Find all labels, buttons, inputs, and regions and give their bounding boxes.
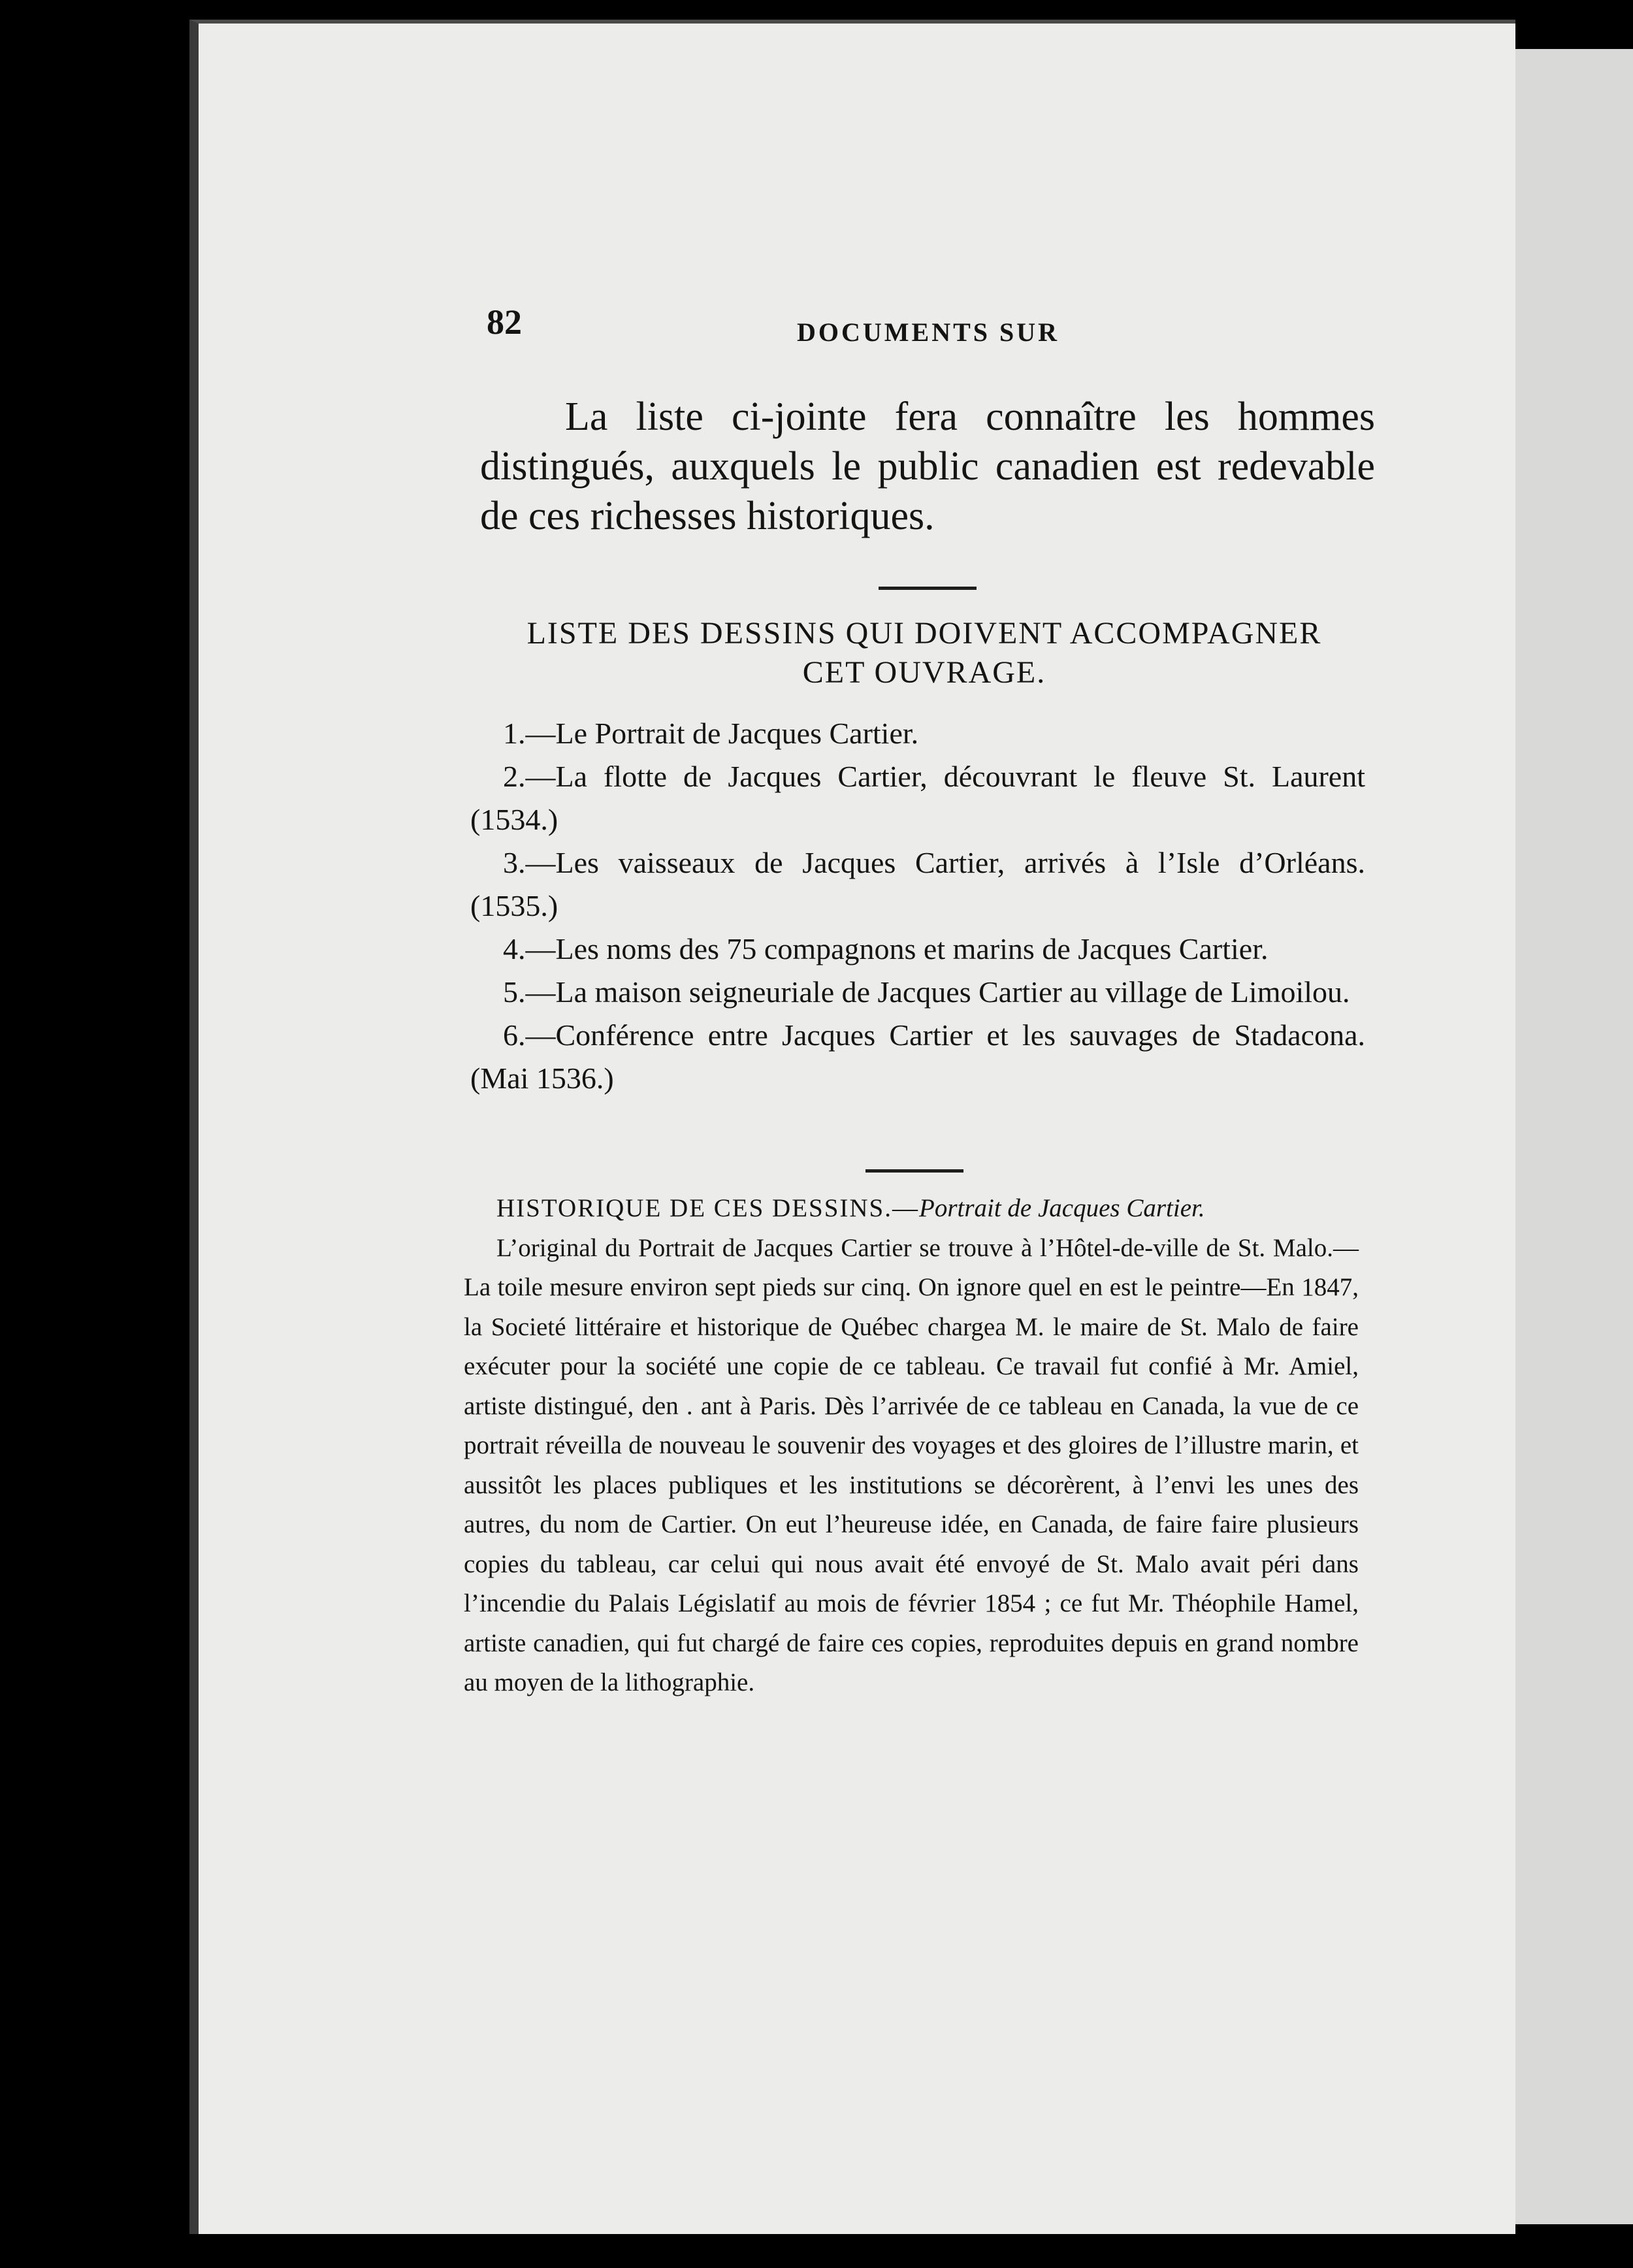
history-subheading: Portrait de Jacques Cartier. xyxy=(919,1194,1205,1222)
history-body: L’original du Portrait de Jacques Cartier se trouve à l’Hôtel-de-ville de St. Malo.—La toile mesure environ sept pieds sur cinq. On ignore quel en est le peintre—En 1847, la Societé littéraire et historique de Québec chargea M. le maire de St. Malo de faire exécuter pour la société une copie de ce tableau. Ce travail fut confié à Mr. Amiel, artiste distingué, den . ant à Paris. Dès l’arrivée de ce tableau en Canada, la vue de ce portrait réveilla de nouveau le souvenir des voyages et des gloires de l’illustre marin, et aussitôt les places publiques et les institutions se décorèrent, à l’envi les unes des autres, du nom de Cartier. On eut l’heureuse idée, en Canada, de faire faire plusieurs copies du tableau, car celui qui nous avait été envoyé de St. Malo avait péri dans l’incendie du Palais Législatif au mois de février 1854 ; ce fut Mr. Théophile Hamel, artiste canadien, qui fut chargé de faire ces copies, reproduites depuis en grand nombre au moyen de la lithographie. xyxy=(464,1233,1359,1696)
adjacent-page-edge xyxy=(1502,49,1633,2224)
list-item: 5.—La maison seigneuriale de Jacques Cartier au village de Limoilou. xyxy=(503,975,1350,1009)
list-heading-line-1: LISTE DES DESSINS QUI DOIVENT ACCOMPAGNER xyxy=(526,616,1322,651)
intro-paragraph: La liste ci-jointe fera connaître les hommes distingués, auxquels le public canadien est redevable de ces richesses historiques. xyxy=(480,395,1375,538)
list-heading xyxy=(474,614,1375,692)
history-heading: HISTORIQUE DE CES DESSINS.— xyxy=(496,1194,919,1222)
running-title: DOCUMENTS SUR xyxy=(797,317,1060,347)
list-item: 2.—La flotte de Jacques Cartier, découvrant le fleuve St. Laurent (1534.) xyxy=(470,760,1365,836)
page-number: 82 xyxy=(487,302,522,342)
page-sheet xyxy=(189,20,1515,2234)
section-divider xyxy=(865,1169,963,1173)
list-item: 6.—Conférence entre Jacques Cartier et les sauvages de Stadacona. (Mai 1536.) xyxy=(470,1018,1365,1095)
list-item: 1.—Le Portrait de Jacques Cartier. xyxy=(503,717,919,750)
drawings-list xyxy=(470,712,1365,1100)
list-heading-line-2: CET OUVRAGE. xyxy=(802,655,1046,690)
history-section xyxy=(464,1189,1359,1703)
section-divider xyxy=(879,587,977,590)
history-heading-line xyxy=(464,1189,1359,1229)
list-item: 3.—Les vaisseaux de Jacques Cartier, arrivés à l’Isle d’Orléans. (1535.) xyxy=(470,846,1365,922)
list-item: 4.—Les noms des 75 compagnons et marins de Jacques Cartier. xyxy=(503,932,1269,965)
